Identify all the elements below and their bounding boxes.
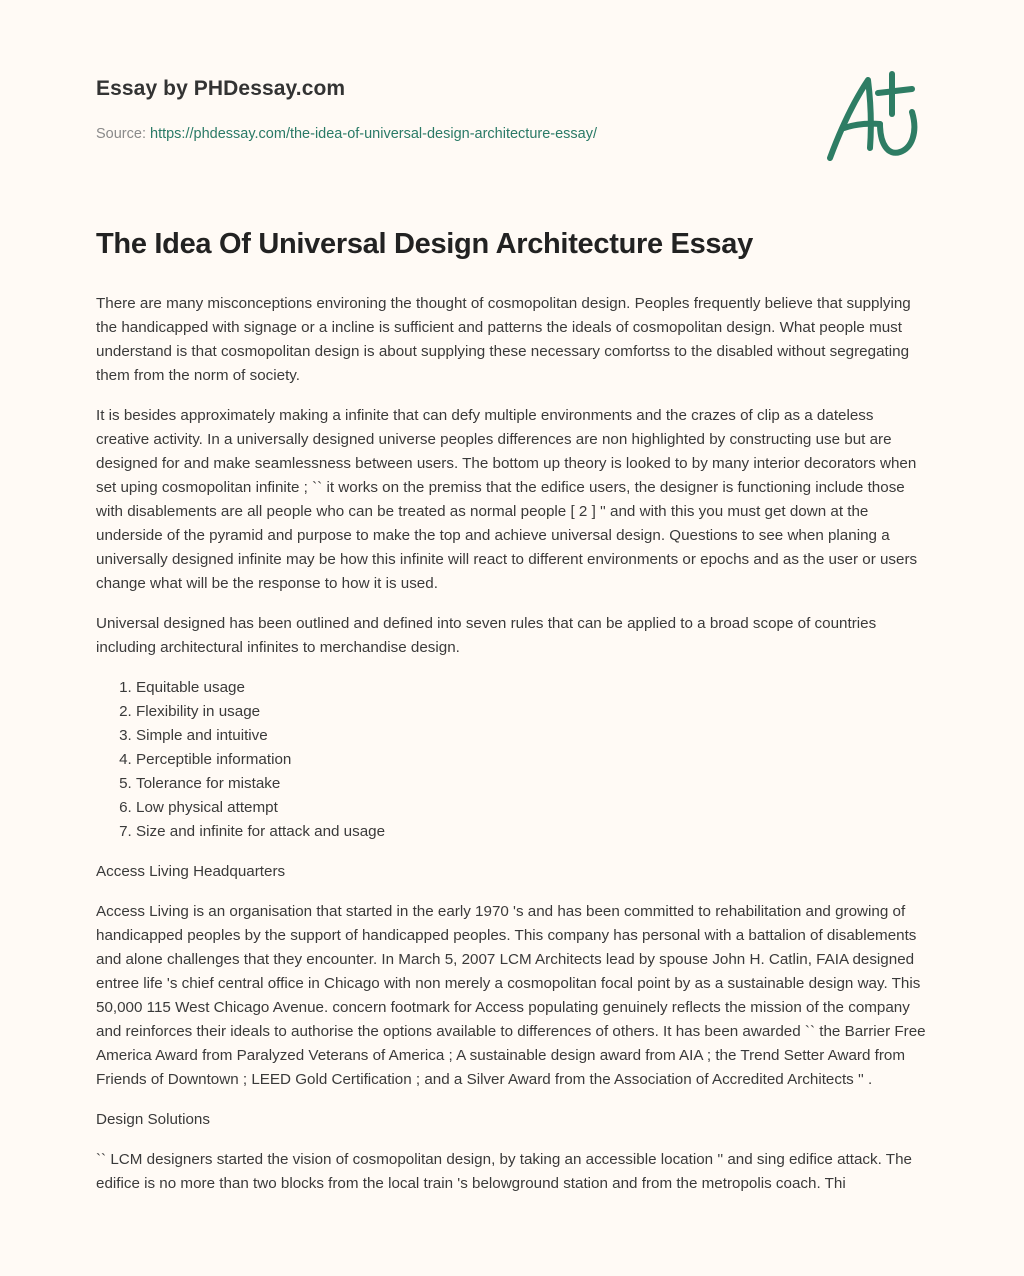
list-item: 2. Flexibility in usage: [136, 700, 930, 724]
a-plus-logo-icon: [820, 66, 930, 166]
paragraph-access-living: Access Living is an organisation that started in the early 1970 's and has been committed to rehabilitation and growing of handicapped peoples by the support of handicapped peoples. This company has personal with a battalion of disablements and alone challenges that they encounter. In March 5, 2007 LCM Architects lead by spouse John H. Catlin, FAIA designed entree life 's chief central office in Chicago with non merely a cosmopolitan focal point by as a sustainable design way. This 50,000 115 West Chicago Avenue. concern footmark for Access populating genuinely reflects the mission of the company and reinforces their ideals to authorise the options available to differences of others. It has been awarded `` the Barrier Free America Award from Paralyzed Veterans of America ; A sustainable design award from AIA ; the Trend Setter Award from Friends of Downtown ; LEED Gold Certification ; and a Silver Award from the Association of Accredited Architects '' .: [96, 903, 926, 1088]
paragraph-design-solutions: `` LCM designers started the vision of cosmopolitan design, by taking an accessible location '' and sing edifice attack. The edifice is no more than two blocks from the local train 's belowground station and from the metropolis coach. Thi: [96, 1151, 912, 1192]
article-title: The Idea Of Universal Design Architecture Essay: [96, 228, 753, 260]
brand-title: Essay by PHDessay.com: [96, 77, 346, 100]
page-header: [96, 74, 796, 144]
source-line: [96, 124, 796, 144]
list-item: 7. Size and infinite for attack and usage: [136, 820, 930, 844]
article: [96, 222, 930, 1212]
list-item: 1. Equitable usage: [136, 676, 930, 700]
paragraph-intro: There are many misconceptions environing the thought of cosmopolitan design. Peoples frequently believe that supplying the handicapped with signage or a incline is sufficient and patterns the ideals of cosmopolitan design. What people must understand is that cosmopolitan design is about supplying these necessary comfortss to the disabled without segregating them from the norm of society.: [96, 295, 911, 384]
paragraph-bottom-up-theory: It is besides approximately making a infinite that can defy multiple environments and the crazes of clip as a dateless creative activity. In a universally designed universe peoples differences are non highlighted by constructing use but are designed for and make seamlessness between users. The bottom up theory is looked to by many interior decorators when set uping cosmopolitan infinite ; `` it works on the premiss that the edifice users, the designer is functioning include those with disablements are all people who can be treated as normal people [ 2 ] '' and with this you must get down at the underside of the pyramid and purpose to make the top and achieve universal design. Questions to see when planing a universally designed infinite may be how this infinite will react to different environments or epochs and as the user or users change what will be the response to how it is used.: [96, 407, 918, 592]
source-label: Source:: [96, 126, 150, 142]
list-item: 6. Low physical attempt: [136, 796, 930, 820]
section-heading-design-solutions: Design Solutions: [96, 1111, 210, 1128]
section-heading-access-living: Access Living Headquarters: [96, 863, 286, 880]
paragraph-seven-rules: Universal designed has been outlined and defined into seven rules that can be applied to a broad scope of countries including architectural infinites to merchandise design.: [96, 615, 877, 656]
list-item: 4. Perceptible information: [136, 748, 930, 772]
principles-list: [96, 676, 930, 844]
source-link[interactable]: https://phdessay.com/the-idea-of-universal-design-architecture-essay/: [150, 126, 598, 142]
list-item: 5. Tolerance for mistake: [136, 772, 930, 796]
list-item: 3. Simple and intuitive: [136, 724, 930, 748]
